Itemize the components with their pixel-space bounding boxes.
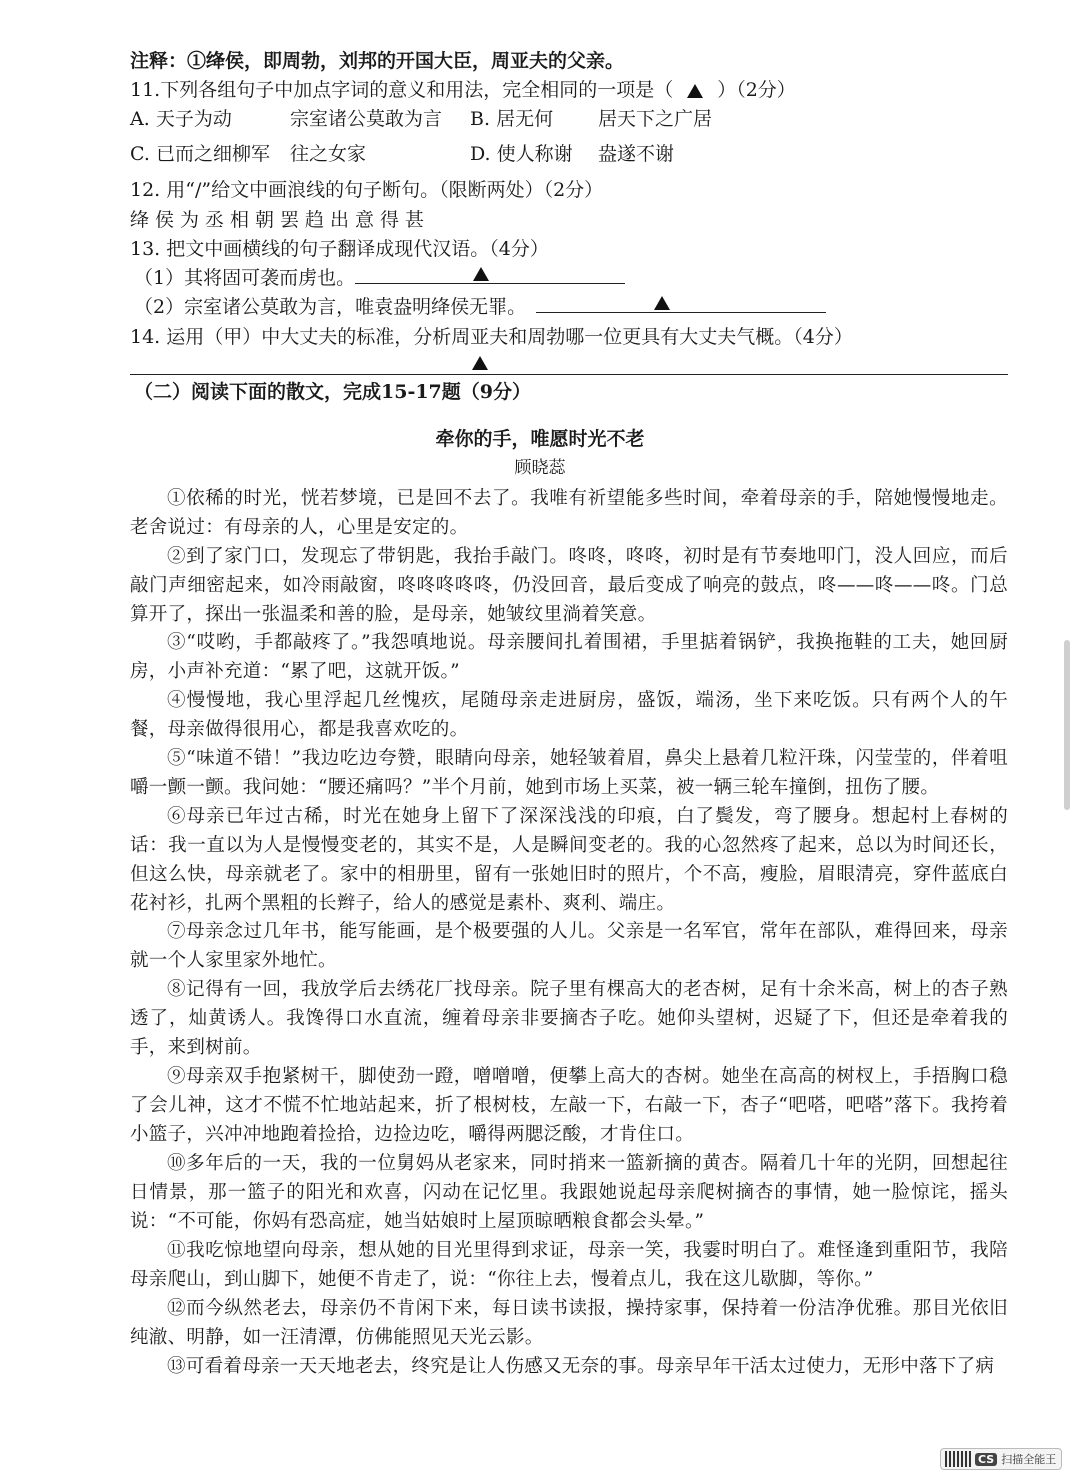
answer-triangle-icon [654, 296, 670, 310]
watermark-text: 扫描全能王 [1001, 1453, 1057, 1466]
item-text: （1）其将固可袭而虏也。 [134, 267, 356, 289]
section-2-heading: （二）阅读下面的散文，完成15-17题（9分） [134, 381, 531, 403]
question-12-stem: 12. 用“/”给文中画浪线的句子断句。（限断两处）（2分） [130, 179, 604, 201]
question-14-stem: 14. 运用（甲）中大丈夫的标准，分析周亚夫和周勃哪一位更具有大丈夫气概。（4分） [130, 326, 853, 348]
answer-triangle-icon [687, 84, 703, 98]
cs-logo-icon: CS [975, 1453, 997, 1466]
q11-option-d-right: 盎遂不谢 [598, 143, 675, 165]
paragraph-2: ②到了家门口，发现忘了带钥匙，我抬手敲门。咚咚，咚咚，初时是有节奏地叩门，没人回应，而后敲门声细密起来，如冷雨敲窗，咚咚咚咚咚，仍没回音，最后变成了响亮的鼓点，咚——咚——咚。门总算开了，探出一张温柔和善的脸，是母亲，她皱纹里淌着笑意。 [130, 546, 1008, 625]
q11-option-b [470, 106, 553, 132]
q11-option-b-right: 居天下之广居 [598, 108, 713, 130]
paragraph-9: ⑨母亲双手抱紧树干，脚使劲一蹬，噌噌噌，便攀上高大的杏树。她坐在高高的树杈上，手捂胸口稳了会儿神，这才不慌不忙地站起来，折了根树枝，左敲一下，右敲一下，杏子“吧嗒，吧嗒”落下。我挎着小篮子，兴冲冲地跑着捡拾，边捡边吃，嚼得两腮泛酸，才肯住口。 [130, 1066, 1008, 1145]
q11-tail-text: ）（2分） [717, 79, 796, 101]
paragraph-7: ⑦母亲念过几年书，能写能画，是个极要强的人儿。父亲是一名军官，常年在部队，难得回来，母亲就一个人家里家外地忙。 [130, 921, 1008, 971]
question-13-item-2 [134, 294, 1014, 320]
vertical-scrollbar[interactable] [1064, 640, 1070, 810]
answer-blank[interactable] [536, 294, 826, 313]
question-13-item-1 [134, 265, 1014, 291]
note-line: 注释：①绛侯，即周勃，刘邦的开国大臣，周亚夫的父亲。 [130, 50, 625, 72]
question-13-stem: 13. 把文中画横线的句子翻译成现代汉语。（4分） [130, 238, 549, 260]
option-key: C. [130, 143, 150, 165]
answer-triangle-icon [473, 267, 489, 281]
q11-option-c-right: 往之女家 [290, 143, 367, 165]
paragraph-5: ⑤“味道不错！”我边吃边夸赞，眼睛向母亲，她轻皱着眉，鼻尖上悬着几粒汗珠，闪莹莹的，伴着咀嚼一颤一颤。我问她：“腰还痛吗？”半个月前，她到市场上买菜，被一辆三轮车撞倒，扭伤了腰。 [130, 748, 1008, 798]
qr-code-icon [945, 1451, 971, 1467]
paragraph-11: ⑪我吃惊地望向母亲，想从她的目光里得到求证，母亲一笑，我霎时明白了。难怪逢到重阳节，我陪母亲爬山，到山脚下，她便不肯走了，说：“你往上去，慢着点儿，我在这儿歇脚，等你。” [130, 1240, 1008, 1290]
essay-author: 顾晓蕊 [514, 458, 566, 478]
essay-title: 牵你的手，唯愿时光不老 [435, 428, 645, 450]
q11-option-d [470, 141, 573, 167]
answer-line[interactable] [130, 374, 1008, 375]
option-key: B. [470, 108, 491, 130]
paragraph-13: ⑬可看着母亲一天天地老去，终究是让人伤感又无奈的事。母亲早年干活太过使力，无形中落下了病 [167, 1356, 995, 1377]
option-left: 已而之细柳军 [155, 143, 270, 165]
paragraph-6: ⑥母亲已年过古稀，时光在她身上留下了深深浅浅的印痕，白了鬓发，弯了腰身。想起村上春树的话：我一直以为人是慢慢变老的，其实不是，人是瞬间变老的。我的心忽然疼了起来，总以为时间还长，但这么快，母亲就老了。家中的相册里，留有一张她旧时的照片，个不高，瘦脸，眉眼清亮，穿件蓝底白花衬衫，扎两个黑粗的长辫子，给人的感觉是素朴、爽利、端庄。 [130, 806, 1008, 914]
paragraph-1: ①依稀的时光，恍若梦境，已是回不去了。我唯有祈望能多些时间，牵着母亲的手，陪她慢慢地走。老舍说过：有母亲的人，心里是安定的。 [130, 488, 1008, 538]
option-key: A. [130, 108, 150, 130]
paragraph-3: ③“哎哟，手都敲疼了。”我怨嗔地说。母亲腰间扎着围裙，手里掂着锅铲，我换拖鞋的工夫，她回厨房，小声补充道：“累了吧，这就开饭。” [130, 632, 1008, 682]
q11-option-a [130, 106, 232, 132]
scanner-watermark [940, 1448, 1062, 1470]
option-left: 天子为动 [155, 108, 232, 130]
option-left: 居无何 [496, 108, 554, 130]
q11-option-c [130, 141, 270, 167]
answer-blank[interactable] [355, 265, 625, 284]
paragraph-10: ⑩多年后的一天，我的一位舅妈从老家来，同时捎来一篮新摘的黄杏。隔着几十年的光阴，回想起往日情景，那一篮子的阳光和欢喜，闪动在记忆里。我跟她说起母亲爬树摘杏的事情，她一脸惊诧，摇头说：“不可能，你妈有恐高症，她当姑娘时上屋顶晾晒粮食都会头晕。” [130, 1153, 1008, 1232]
q11-option-a-right: 宗室诸公莫敢为言 [290, 108, 443, 130]
question-11-stem [130, 77, 1010, 103]
question-12-sentence: 绛侯为丞相朝罢趋出意得甚 [130, 209, 431, 231]
paragraph-8: ⑧记得有一回，我放学后去绣花厂找母亲。院子里有棵高大的老杏树，足有十余米高，树上的杏子熟透了，灿黄诱人。我馋得口水直流，缠着母亲非要摘杏子吃。她仰头望树，迟疑了下，但还是牵着我的手，来到树前。 [130, 979, 1008, 1058]
answer-triangle-icon [472, 356, 488, 370]
q11-stem-text: 11.下列各组句子中加点字词的意义和用法，完全相同的一项是（ [130, 79, 674, 101]
option-left: 使人称谢 [496, 143, 573, 165]
item-text: （2）宗室诸公莫敢为言，唯袁盎明绛侯无罪。 [134, 296, 527, 318]
paragraph-12: ⑫而今纵然老去，母亲仍不肯闲下来，每日读书读报，操持家事，保持着一份洁净优雅。那目光依旧纯澈、明静，如一汪清潭，仿佛能照见天光云影。 [130, 1298, 1008, 1348]
option-key: D. [470, 143, 491, 165]
paragraph-4: ④慢慢地，我心里浮起几丝愧疚，尾随母亲走进厨房，盛饭，端汤，坐下来吃饭。只有两个人的午餐，母亲做得很用心，都是我喜欢吃的。 [130, 690, 1008, 740]
